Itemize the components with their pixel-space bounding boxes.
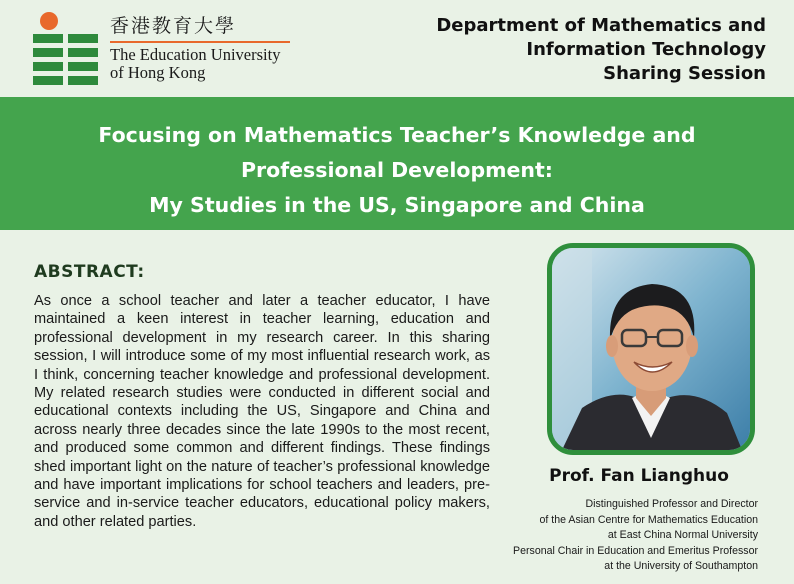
department-line2: Information Technology bbox=[526, 39, 766, 60]
eduhk-logo-icon bbox=[30, 10, 102, 90]
department-line1: Department of Mathematics and bbox=[436, 15, 766, 36]
logo-divider bbox=[110, 41, 290, 43]
speaker-title-line: Personal Chair in Education and Emeritus Professor bbox=[513, 544, 758, 557]
logo-wordmark bbox=[110, 14, 300, 82]
speaker-title-line: at East China Normal University bbox=[607, 529, 758, 541]
talk-title-line2: Professional Development: bbox=[241, 158, 553, 182]
speaker-title-line: at the University of Southampton bbox=[604, 560, 758, 572]
speaker-titles bbox=[458, 497, 758, 575]
department-heading bbox=[366, 14, 766, 86]
abstract-body: As once a school teacher and later a teacher educator, I have maintained a keen interest in teacher learning, education and professional development in my research career. In this sharing session, I will introduce some of my most influential research work, as I think, concerning teacher knowledge and professional development. My related research studies were conducted in different social and educational contexts including the US, Singapore and China and across nearly three decades since the late 1990s to the most recent, and produced some common and different findings. These findings shed important light on the nature of teacher’s professional knowledge and have important implications for school teachers and leaders, pre-service and in-service teacher educators, educational policy makers, and other related parties. bbox=[34, 293, 490, 530]
talk-title-line3: My Studies in the US, Singapore and China bbox=[149, 193, 645, 217]
speaker-name: Prof. Fan Lianghuo bbox=[549, 466, 729, 486]
talk-title-line1: Focusing on Mathematics Teacher’s Knowledge and bbox=[98, 123, 696, 147]
speaker-title-line: of the Asian Centre for Mathematics Education bbox=[539, 513, 758, 526]
logo-english-line1: The Education University bbox=[110, 45, 281, 64]
speaker-photo bbox=[547, 243, 755, 455]
session-type: Sharing Session bbox=[603, 63, 766, 84]
abstract-heading: ABSTRACT: bbox=[34, 262, 145, 282]
talk-title bbox=[0, 118, 794, 223]
speaker-title-line: Distinguished Professor and Director bbox=[585, 498, 758, 510]
logo-english-line2: of Hong Kong bbox=[110, 63, 206, 82]
header bbox=[0, 0, 794, 97]
speaker-portrait-icon bbox=[552, 248, 750, 450]
logo-chinese-name: 香港教育大學 bbox=[110, 15, 237, 37]
